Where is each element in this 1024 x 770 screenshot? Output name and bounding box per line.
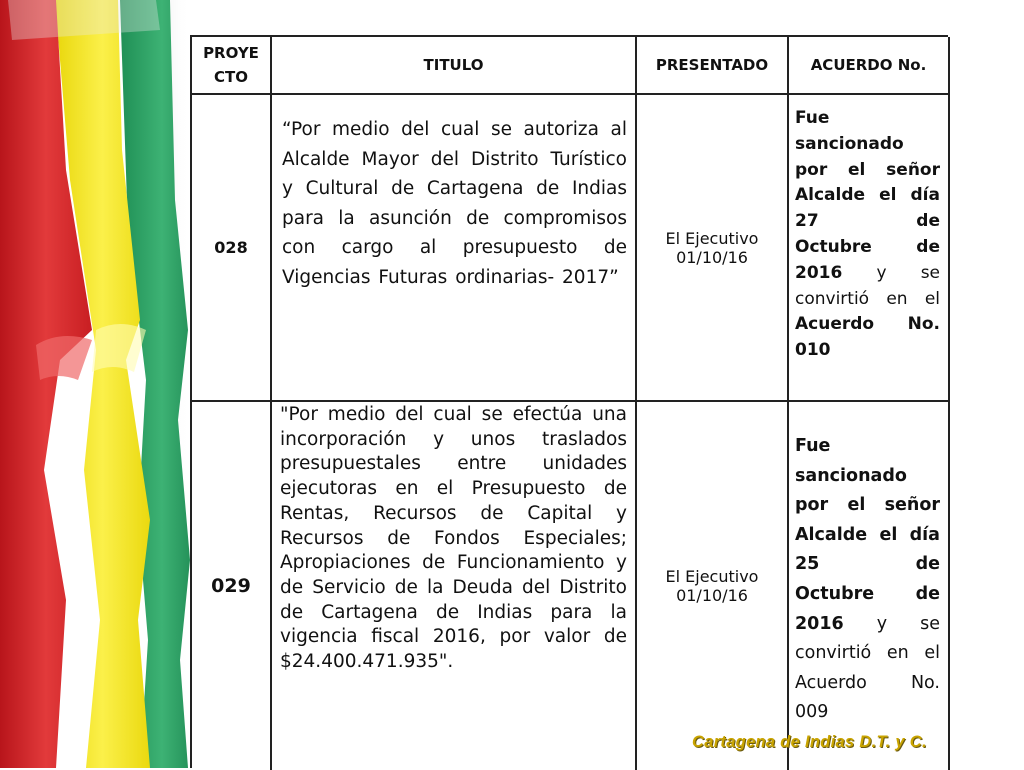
acuerdo-line: Octubre de <box>795 236 940 257</box>
row-029-proyecto <box>192 402 272 770</box>
row-028-acuerdo-cell <box>789 95 950 402</box>
acuerdo-text <box>789 402 948 728</box>
acuerdo-line: 25 de <box>795 554 940 575</box>
acuerdo-line: convirtió en el <box>795 288 940 309</box>
acuerdo-number: 010 <box>795 340 831 361</box>
flag-ribbons-decoration <box>0 0 200 768</box>
header-acuerdo-label: ACUERDO No. <box>810 56 927 74</box>
titulo-text: "Por medio del cual se efectúa una incorporación y unos traslados presupuestales entre unidades ejecutoras en el Presupuesto de Rentas, Recursos de Capital y Recursos de Fondos Especiales; Apropiaciones de Funcionamiento y de Servicio de la Deuda del Distrito de Cartagena de Indias para la vigencia fiscal 2016, por valor de $24.400.471.935". <box>280 404 627 673</box>
acuerdo-line: 27 de <box>795 211 940 232</box>
acuerdo-line: convirtió en el <box>795 643 940 664</box>
acuerdo-line: Fue <box>795 108 830 128</box>
acuerdo-line: Fue <box>795 436 831 456</box>
proyecto-number: 028 <box>214 238 248 257</box>
row-028-presentado <box>637 95 789 402</box>
acuerdo-line: Alcalde el día <box>795 524 940 545</box>
acuerdo-year: 2016 <box>795 613 844 634</box>
header-titulo <box>272 37 637 95</box>
acuerdo-line: por el señor <box>795 159 940 180</box>
header-titulo-label: TITULO <box>423 56 484 74</box>
header-proyecto-label: PROYE CTO <box>203 44 259 86</box>
acuerdo-line: Octubre de <box>795 583 940 604</box>
row-029-titulo-cell <box>272 402 637 770</box>
row-029-acuerdo-cell <box>789 402 950 770</box>
acuerdo-line: Acuerdo No. <box>795 672 940 693</box>
proyectos-table <box>190 35 948 768</box>
acuerdo-y-se: y se <box>876 262 941 283</box>
row-028-proyecto <box>192 95 272 402</box>
acuerdo-line: sancionado <box>795 133 904 154</box>
proyecto-number: 029 <box>211 575 251 597</box>
presentado-label: El Ejecutivo <box>665 228 759 248</box>
acuerdo-line <box>795 610 940 640</box>
presentado-date: 01/10/16 <box>676 586 748 605</box>
acuerdo-line: Alcalde el día <box>795 185 940 206</box>
header-proyecto <box>192 37 272 95</box>
acuerdo-year: 2016 <box>795 262 843 283</box>
acuerdo-text <box>789 95 948 364</box>
row-028-titulo-cell <box>272 95 637 402</box>
acuerdo-line: sancionado <box>795 465 907 486</box>
header-presentado-label: PRESENTADO <box>655 56 769 74</box>
footer-brand-logo-text: Cartagena de Indias D.T. y C. <box>692 733 927 751</box>
row-029-presentado <box>637 402 789 770</box>
acuerdo-line <box>795 261 940 287</box>
header-presentado <box>637 37 789 95</box>
presentado-label: El Ejecutivo <box>665 567 759 586</box>
titulo-text: “Por medio del cual se autoriza al Alcalde Mayor del Distrito Turístico y Cultural de Cartagena de Indias para la asunción de compromisos con cargo al presupuesto de Vigencias Futuras ordinarias- 2017” <box>282 119 627 288</box>
acuerdo-line: Acuerdo No. <box>795 314 940 335</box>
acuerdo-number: 009 <box>795 702 829 723</box>
acuerdo-y-se: y se <box>876 613 940 634</box>
header-acuerdo <box>789 37 950 95</box>
presentado-date: 01/10/16 <box>676 247 748 267</box>
acuerdo-line: por el señor <box>795 495 940 516</box>
